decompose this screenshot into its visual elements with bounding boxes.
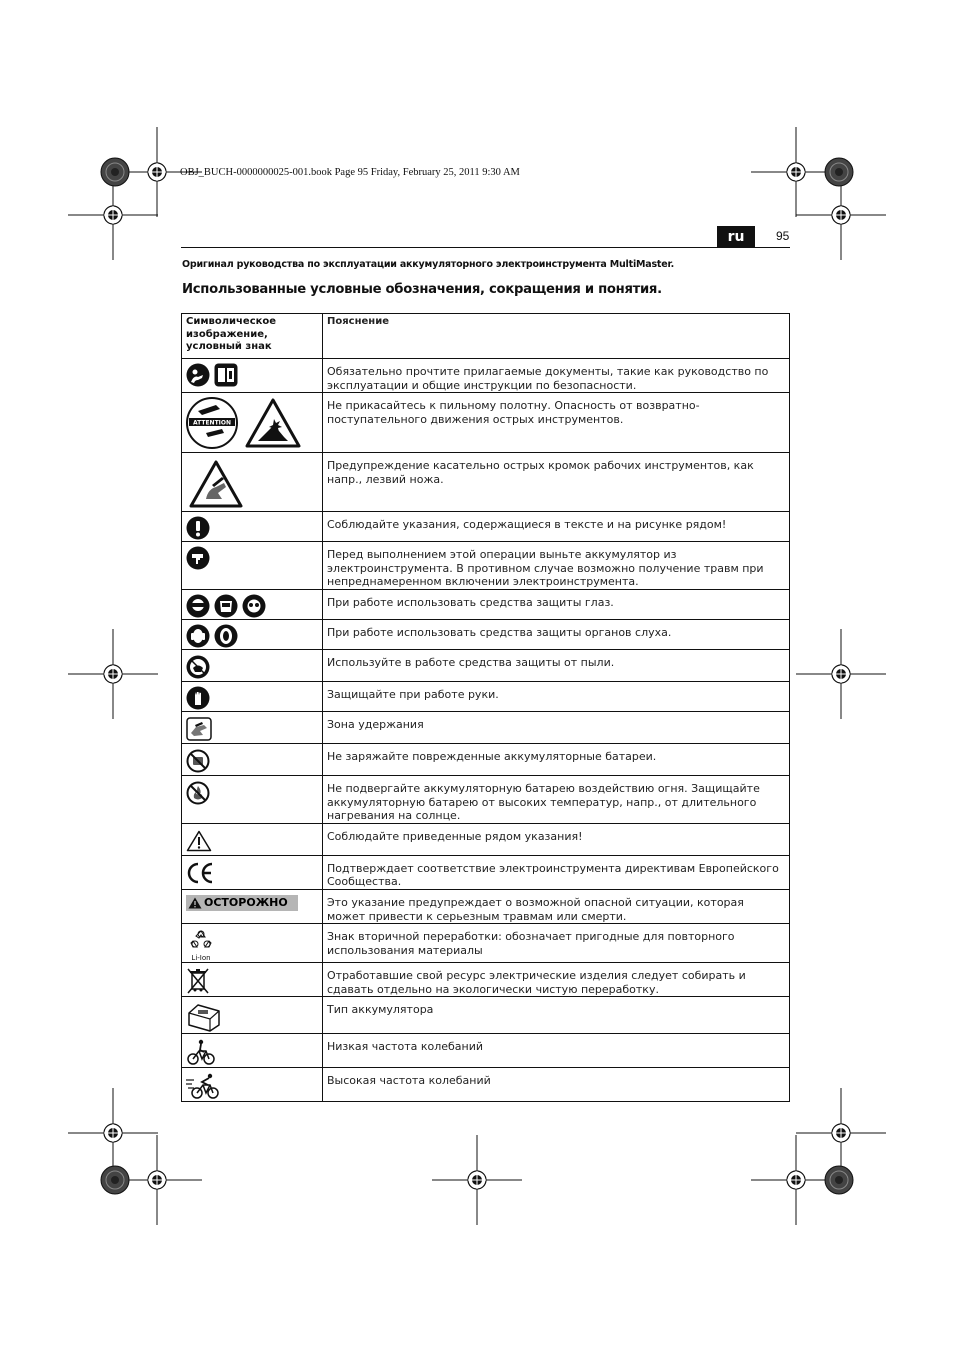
language-badge: ru [717,226,755,247]
weee-bin-icon [186,967,210,995]
table-row [182,889,790,923]
row-text: Соблюдайте приведенные рядом указания! [323,823,790,855]
row-text: Перед выполнением этой операции выньте аккумулятор из электроинструмента. В противном случае возможно получение травм при непреднамеренном включении электроинструмента. [323,542,790,590]
row-text: Соблюдайте указания, содержащиеся в тексте и на рисунке рядом! [323,512,790,542]
row-text: Низкая частота колебаний [323,1034,790,1068]
row-text: Это указание предупреждает о возможной опасной ситуации, которая может привести к серьезным травмам или смерти. [323,889,790,923]
table-row [182,589,790,619]
table-header-row [182,314,790,359]
row-text: Защищайте при работе руки. [323,681,790,711]
read-manual-icon [186,363,210,387]
header-rule [181,247,790,248]
no-fire-battery-icon [186,781,210,805]
table-row [182,1068,790,1102]
face-shield-icon [214,594,238,618]
row-text: При работе использовать средства защиты глаз. [323,589,790,619]
remove-battery-icon [186,546,210,570]
table-row [182,924,790,963]
ear-protection-icon [214,624,238,648]
row-text: Обязательно прочтите прилагаемые документы, такие как руководство по эксплуатации и общие инструкции по безопасности. [323,359,790,393]
page-number: 95 [776,229,790,243]
table-row [182,681,790,711]
cyclist-fast-icon [186,1072,220,1100]
caution-badge [186,895,298,911]
attention-label: ATTENTION [192,419,232,427]
table-row [182,1034,790,1068]
saw-blade-warning-icon [244,397,302,449]
row-text: Зона удержания [323,711,790,743]
table-row [182,542,790,590]
attention-saw-icon [186,397,238,449]
dust-mask-icon [186,655,210,679]
row-text: Не прикасайтесь к пильному полотну. Опасность от возвратно-поступательного движения острых инструментов. [323,393,790,453]
manual-book-icon [214,363,238,387]
row-text: Тип аккумулятора [323,997,790,1034]
table-row [182,359,790,393]
table-row [182,997,790,1034]
table-row [182,453,790,512]
row-text: При работе использовать средства защиты органов слуха. [323,619,790,649]
header-explanation-column: Пояснение [323,314,790,359]
battery-pack-icon [186,1001,222,1033]
caution-label: ОСТОРОЖНО [204,896,288,910]
row-text: Знак вторичной переработки: обозначает пригодные для повторного использования материалы [323,924,790,963]
symbols-table [181,313,790,1102]
row-text: Не подвергайте аккумуляторную батарею воздействию огня. Защищайте аккумуляторную батарею от высоких температур, напр., от длительного нагревания на солнце. [323,775,790,823]
cyclist-slow-icon [186,1038,216,1066]
row-text: Отработавшие свой ресурс электрические изделия следует собирать и сдавать отдельно на экологически чистую переработку. [323,963,790,997]
safety-goggles-icon [186,594,210,618]
liion-label: Li-Ion [191,954,211,963]
row-text: Предупреждение касательно острых кромок рабочих инструментов, как напр., лезвий ножа. [323,453,790,512]
row-text: Не заряжайте поврежденные аккумуляторные батареи. [323,743,790,775]
ce-mark-icon [186,861,214,885]
grip-zone-icon [186,717,212,741]
table-row [182,619,790,649]
section-heading: Использованные условные обозначения, сокращения и понятия. [182,282,662,297]
table-row [182,512,790,542]
ear-muffs-icon [186,624,210,648]
header-symbol-column: Символическое изображение, условный знак [182,314,323,359]
protective-gloves-icon [186,686,210,710]
manual-subtitle: Оригинал руководства по эксплуатации аккумуляторного электроинструмента MultiMaster. [182,259,675,270]
caution-triangle-icon [188,897,202,909]
row-text: Высокая частота колебаний [323,1068,790,1102]
row-text: Используйте в работе средства защиты от пыли. [323,649,790,681]
table-row [182,743,790,775]
table-row [182,963,790,997]
table-row [182,775,790,823]
book-info-line: OBJ_BUCH-0000000025-001.book Page 95 Friday, February 25, 2011 9:30 AM [180,167,520,178]
row-text: Подтверждает соответствие электроинструмента директивам Европейского Сообщества. [323,855,790,889]
recycling-icon [189,929,213,949]
warning-triangle-icon [186,830,212,852]
table-row [182,393,790,453]
table-row [182,855,790,889]
table-row [182,823,790,855]
table-row [182,711,790,743]
safety-glasses-icon [242,594,266,618]
table-row [182,649,790,681]
no-damaged-battery-icon [186,749,210,773]
sharp-edge-warning-icon [188,459,244,509]
mandatory-instruction-icon [186,516,210,540]
